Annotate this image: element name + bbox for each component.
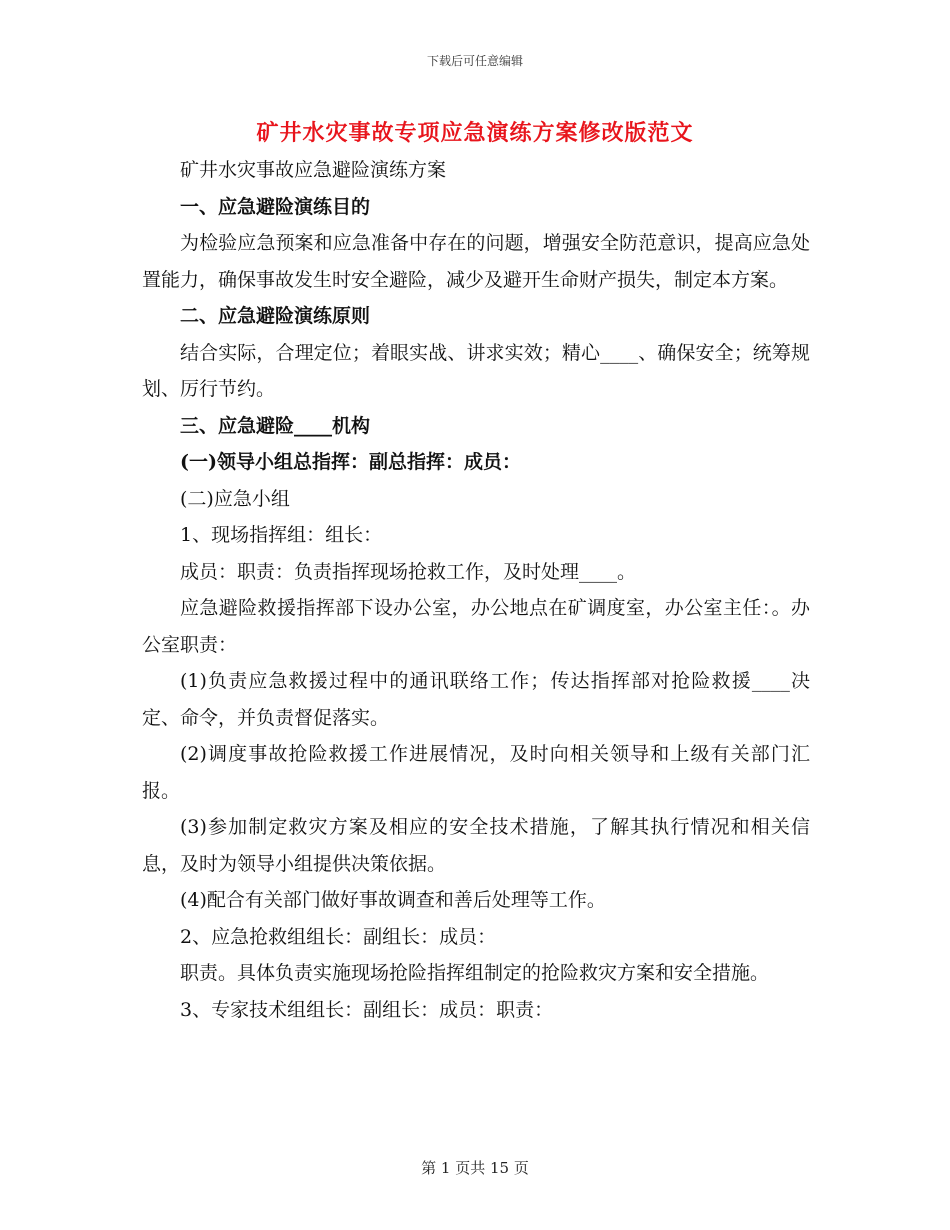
paragraph-subtitle: 矿井水灾事故应急避险演练方案 — [180, 159, 447, 181]
heading-principles: 二、应急避险演练原则 — [180, 305, 371, 327]
paragraph-principles: 结合实际，合理定位；着眼实战、讲求实效；精心____、确保安全；统筹规划、厉行节约。 — [142, 341, 810, 400]
list-item-duty-3: (3)参加制定救灾方案及相应的安全技术措施，了解其执行情况和相关信息，及时为领导小组提供决策依据。 — [142, 816, 810, 875]
paragraph-office: 应急避险救援指挥部下设办公室，办公地点在矿调度室，办公室主任：。办公室职责： — [142, 597, 810, 656]
header-note: 下载后可任意编辑 — [426, 54, 523, 68]
paragraph-rescue-duties: 职责。具体负责实施现场抢险指挥组制定的抢险救灾方案和安全措施。 — [180, 962, 770, 984]
heading-organization: 三、应急避险____机构 — [180, 414, 371, 437]
document-title: 矿井水灾事故专项应急演练方案修改版范文 — [256, 120, 694, 146]
paragraph-emergency-group: (二)应急小组 — [180, 487, 290, 510]
paragraph-members-duties: 成员：职责：负责指挥现场抢救工作，及时处理____。 — [180, 560, 637, 583]
paragraph-field-command: 1、现场指挥组：组长： — [180, 524, 383, 546]
paragraph-rescue-group: 2、应急抢救组组长：副组长：成员： — [180, 925, 497, 948]
paragraph-leadership-group: (一)领导小组总指挥：副总指挥：成员： — [180, 451, 521, 473]
document-body — [142, 152, 810, 1028]
heading-purpose: 一、应急避险演练目的 — [180, 195, 371, 218]
list-item-duty-4: (4)配合有关部门做好事故调查和善后处理等工作。 — [180, 889, 606, 911]
list-item-duty-1: (1)负责应急救援过程中的通讯联络工作；传达指挥部对抢险救援____决定、命令，并负责督促落实。 — [142, 670, 810, 729]
page-indicator: 第 1 页共 15 页 — [421, 1159, 529, 1177]
list-item-duty-2: (2)调度事故抢险救援工作进展情况，及时向相关领导和上级有关部门汇报。 — [142, 743, 810, 802]
paragraph-purpose: 为检验应急预案和应急准备中存在的问题，增强安全防范意识，提高应急处置能力，确保事故发生时安全避险，减少及避开生命财产损失，制定本方案。 — [142, 232, 810, 291]
paragraph-expert-group: 3、专家技术组组长：副组长：成员：职责： — [180, 998, 554, 1021]
